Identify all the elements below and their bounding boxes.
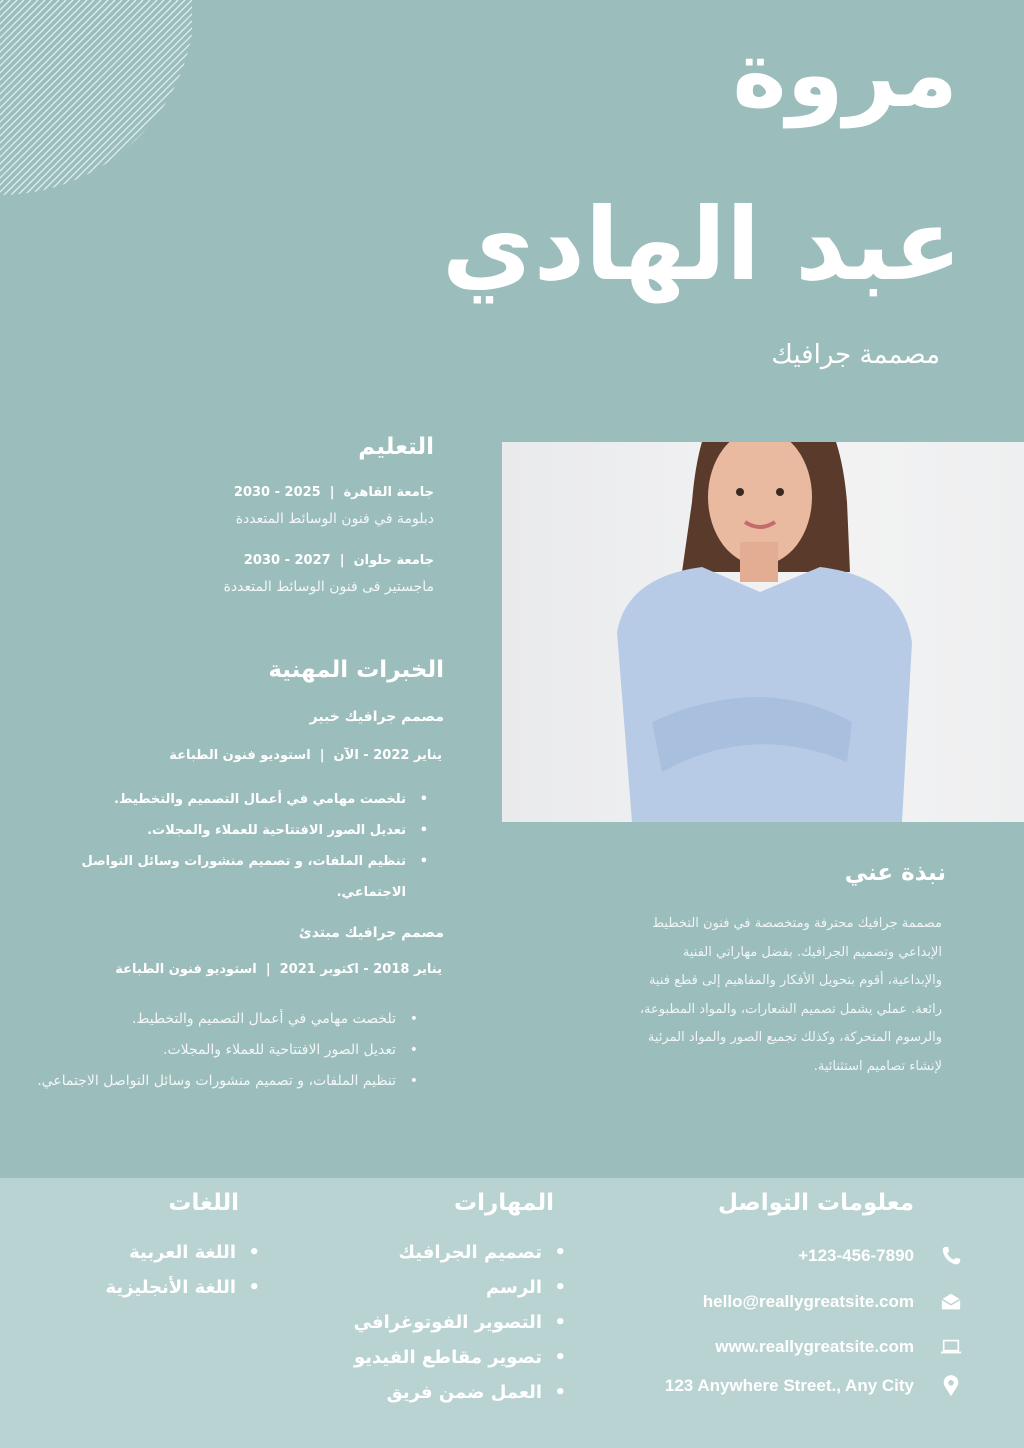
language-item: • اللغة الأنجليزية <box>106 1277 267 1298</box>
about-line: مصممة جرافيك محترفة ومتخصصة في فنون التخطيط <box>652 916 942 931</box>
stripe-line <box>0 0 164 200</box>
contact-list <box>562 1244 962 1398</box>
years: 2027 - 2030 <box>243 553 331 568</box>
stripe-line <box>0 0 80 200</box>
about-heading: نبذة عني <box>844 860 946 886</box>
school: جامعة القاهرة <box>343 485 434 500</box>
stripe-line <box>0 0 24 200</box>
stripe-line <box>0 0 122 200</box>
about-text <box>640 910 942 1081</box>
job-bullets <box>37 1004 424 1097</box>
skill-item: • التصوير الفوتوغرافي <box>354 1312 572 1333</box>
website-link[interactable]: www.reallygreatsite.com <box>715 1337 914 1356</box>
languages-heading: اللغات <box>168 1190 239 1216</box>
bullet: • تعديل الصور الافتتاحية للعملاء والمجلات. <box>37 1035 424 1066</box>
degree: دبلومة في فنون الوسائط المتعددة <box>235 511 434 527</box>
stripe-line <box>0 0 38 200</box>
phone-icon <box>940 1245 962 1267</box>
company: استوديو فنون الطباعة <box>115 962 257 977</box>
about-line: الإبداعي وتصميم الجرافيك. بفضل مهاراتي الفنية <box>682 944 942 960</box>
about-line: لإنشاء تصاميم استثنائية. <box>813 1058 942 1074</box>
bullet: • تعديل الصور الافتتاحية للعملاء والمجلات. <box>74 815 434 846</box>
stripe-line <box>0 0 136 200</box>
profile-photo <box>502 442 1024 822</box>
languages-list <box>106 1242 267 1312</box>
skill-item: • العمل ضمن فريق <box>354 1382 572 1403</box>
contact-email <box>562 1290 962 1314</box>
stripe-line <box>112 0 192 200</box>
stripe-line <box>0 0 178 200</box>
stripe-line <box>154 0 192 200</box>
bullet: • تلخصت مهامي في أعمال التصميم والتخطيط. <box>37 1004 424 1035</box>
address: 123 Anywhere Street., Any City <box>664 1376 914 1395</box>
email-link[interactable]: hello@reallygreatsite.com <box>702 1292 914 1311</box>
laptop-icon <box>940 1336 962 1358</box>
envelope-icon <box>940 1291 962 1313</box>
job-title: مصممة جرافيك <box>771 340 940 370</box>
about-line: والرسوم المتحركة، وكذلك تجميع الصور والمواد المرئية <box>647 1030 942 1045</box>
first-name: مروة <box>732 21 958 128</box>
education-entry-1: جامعة القاهرة | 2025 - 2030 <box>233 485 434 500</box>
stripe-line <box>70 0 192 200</box>
job-title: مصمم جرافيك مبتدئ <box>298 925 444 941</box>
job-bullets <box>74 784 434 908</box>
about-line: رائعة. عملي يشمل تصميم الشعارات، والمواد المطبوعة، <box>639 1001 942 1017</box>
skill-item: • الرسم <box>354 1277 572 1298</box>
skill-item: • تصميم الجرافيك <box>354 1242 572 1263</box>
degree: ماجستير فى فنون الوسائط المتعددة <box>223 579 434 595</box>
education-heading: التعليم <box>358 434 434 460</box>
job-period: يناير 2018 - اكتوبر 2021 | استوديو فنون الطباعة <box>115 962 442 977</box>
location-pin-icon <box>940 1375 962 1397</box>
contact-heading: معلومات التواصل <box>718 1190 914 1216</box>
skills-heading: المهارات <box>454 1190 554 1216</box>
contact-address <box>562 1374 962 1398</box>
skills-list <box>354 1242 572 1417</box>
school: جامعة حلوان <box>353 553 434 568</box>
bullet: • تنظيم الملفات، و تصميم منشورات وسائل التواصل الاجتماعي. <box>74 846 434 908</box>
stripe-line <box>14 0 192 200</box>
language-item: • اللغة العربية <box>106 1242 267 1263</box>
last-name: عبد الهادي <box>441 186 962 303</box>
job-title: مصمم جرافيك خبير <box>309 709 444 725</box>
years: 2025 - 2030 <box>233 485 321 500</box>
job-period: يناير 2022 - الآن | استوديو فنون الطباعة <box>169 748 442 763</box>
bullet: • تنظيم الملفات، و تصميم منشورات وسائل التواصل الاجتماعي. <box>37 1066 424 1097</box>
period: يناير 2022 - الآن <box>333 748 442 763</box>
about-line: والإبداعية، أقوم بتحويل الأفكار والمفاهيم إلى قطع فنية <box>648 973 942 988</box>
stripe-line <box>28 0 192 200</box>
company: استوديو فنون الطباعة <box>169 748 311 763</box>
period: يناير 2018 - اكتوبر 2021 <box>279 962 442 977</box>
stripe-line <box>168 0 192 200</box>
phone-number[interactable]: +123-456-7890 <box>798 1246 914 1265</box>
stripe-line <box>56 0 192 200</box>
education-entry-2: جامعة حلوان | 2027 - 2030 <box>243 553 434 568</box>
diagonal-stripe-pattern <box>0 0 192 200</box>
skill-item: • تصوير مقاطع الفيديو <box>354 1347 572 1368</box>
bullet: • تلخصت مهامي في أعمال التصميم والتخطيط. <box>74 784 434 815</box>
contact-phone <box>562 1244 962 1268</box>
experience-heading: الخبرات المهنية <box>268 657 444 683</box>
contact-website <box>562 1335 962 1359</box>
